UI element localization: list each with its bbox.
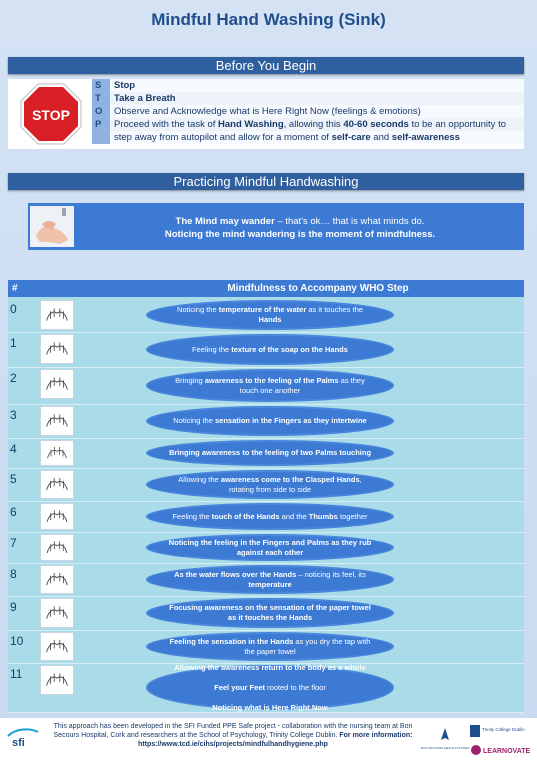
mind-wander-panel <box>28 203 524 250</box>
stop-row <box>92 79 524 92</box>
step-number: 6 <box>10 505 17 519</box>
mind-line2-strong: Noticing the mind wandering <box>164 229 296 240</box>
step-text: As the water flows over the Hands – noticing its feel, its temperature <box>174 569 366 589</box>
mind-line2-rest: is the moment of mindfulness. <box>295 229 436 240</box>
step-row <box>8 468 524 501</box>
step-number: 8 <box>10 567 17 581</box>
step-text: Bringing awareness to the feeling of two Palms touching <box>168 448 372 457</box>
who-step-hands-icon <box>40 334 74 364</box>
who-step-hands-icon <box>40 665 74 695</box>
step-mindfulness-cloud <box>148 536 392 559</box>
step-text: Noticing the feeling in the Fingers and Palms as they rub against each other <box>168 537 372 557</box>
who-step-hands-icon <box>40 300 74 330</box>
step-mindfulness-cloud <box>148 567 392 592</box>
stop-row-text: Proceed with the task of Hand Washing, allowing this 40-60 seconds to be an opportunity to <box>110 118 524 131</box>
stop-letter: T <box>92 92 110 105</box>
sfi-logo <box>6 726 40 750</box>
learnovate-logo-text: LEARNOVATE <box>483 748 531 755</box>
stop-row <box>92 92 524 105</box>
mind-line1-rest: – that's ok… that is what minds do. <box>274 216 425 227</box>
step-number: 7 <box>10 536 17 550</box>
who-step-hands-icon <box>40 406 74 436</box>
who-step-hands-icon <box>40 503 74 530</box>
step-text: Noticing the temperature of the water as it touches the Hands <box>177 305 363 324</box>
stop-sign-label: STOP <box>32 107 70 123</box>
stop-row <box>92 105 524 118</box>
bon-secours-logo <box>421 726 469 752</box>
step-mindfulness-cloud <box>148 600 392 626</box>
step-number: 2 <box>10 371 17 385</box>
stop-row-text: Take a Breath <box>110 92 524 105</box>
step-text: Focusing awareness on the sensation of the paper towel as it touches the Hands <box>169 603 371 622</box>
step-text: Feeling the texture of the soap on the Hands <box>192 344 348 354</box>
step-mindfulness-cloud <box>148 371 392 400</box>
step-row <box>8 501 524 532</box>
page-title: Mindful Hand Washing (Sink) <box>151 10 386 29</box>
who-step-hands-icon <box>40 565 74 594</box>
stop-row-text: step away from autopilot and allow for a moment of self-care and self-awareness <box>110 131 524 144</box>
step-row <box>8 298 524 332</box>
step-row <box>8 404 524 438</box>
bon-secours-logo-text: BON SECOURS HEALTH SYSTEM <box>421 746 469 750</box>
steps-table-header <box>8 280 524 297</box>
who-step-hands-icon <box>40 369 74 399</box>
mind-line1-strong: The Mind may wander <box>175 216 275 227</box>
who-step-hands-icon <box>40 632 74 661</box>
step-number: 9 <box>10 600 17 614</box>
step-row <box>8 596 524 630</box>
step-number: 4 <box>10 442 17 456</box>
section-band-practicing: Practicing Mindful Handwashing <box>8 173 524 190</box>
step-row <box>8 438 524 468</box>
step-text: Feeling the sensation in the Hands as you dry the tap with the paper towel <box>169 636 371 656</box>
step-number: 1 <box>10 336 17 350</box>
step-text: Allowing the awareness return to the body as a whole Feel your Feet rooted to the floor Noticing what is Here Right Now <box>174 662 366 712</box>
step-mindfulness-cloud <box>148 408 392 434</box>
step-text: Feeling the touch of the Hands and the Thumbs together <box>172 511 368 521</box>
who-step-hands-icon <box>40 470 74 499</box>
sfi-logo-text: sfi <box>12 737 25 749</box>
stop-sign-icon <box>20 83 82 145</box>
step-mindfulness-cloud <box>148 505 392 528</box>
stop-row-text: Observe and Acknowledge what is Here Right Now (feelings & emotions) <box>110 105 524 118</box>
stop-acronym-list <box>92 79 524 144</box>
step-number: 10 <box>10 634 24 648</box>
stop-letter: S <box>92 79 110 92</box>
step-text: Noticing the sensation in the Fingers as they intertwine <box>173 416 367 425</box>
step-row <box>8 563 524 596</box>
footer <box>0 718 537 763</box>
section-band-before: Before You Begin <box>8 57 524 74</box>
header-title: Mindfulness to Accompany WHO Step <box>227 283 409 294</box>
step-number: 3 <box>10 408 17 422</box>
step-mindfulness-cloud <box>148 472 392 497</box>
stop-row-text: Stop <box>110 79 524 92</box>
stop-letter: O <box>92 105 110 118</box>
who-step-hands-icon <box>40 440 74 466</box>
step-mindfulness-cloud <box>148 302 392 328</box>
step-row <box>8 532 524 563</box>
learnovate-logo <box>470 742 532 758</box>
header-number: # <box>12 283 18 294</box>
washing-hands-photo-icon <box>30 206 74 247</box>
who-step-hands-icon <box>40 598 74 628</box>
stop-row <box>92 131 524 144</box>
steps-table <box>8 280 524 712</box>
trinity-college-logo-text: Trinity College Dublin <box>482 727 525 732</box>
step-row <box>8 630 524 663</box>
step-row <box>8 332 524 367</box>
mind-wander-text <box>80 215 520 241</box>
stop-panel <box>8 79 524 149</box>
step-mindfulness-cloud <box>148 634 392 659</box>
who-step-hands-icon <box>40 534 74 561</box>
trinity-college-logo <box>470 724 532 738</box>
step-mindfulness-cloud <box>148 662 392 712</box>
stop-letter: P <box>92 118 110 131</box>
step-number: 5 <box>10 472 17 486</box>
stop-letter <box>92 131 110 144</box>
step-row <box>8 663 524 712</box>
step-number: 0 <box>10 302 17 316</box>
step-text: Allowing the awareness come to the Clasped Hands, rotating from side to side <box>178 474 362 494</box>
step-mindfulness-cloud <box>148 336 392 363</box>
step-text: Bringing awareness to the feeling of the Palms as they touch one another <box>175 375 365 395</box>
row-divider <box>8 712 524 713</box>
step-row <box>8 367 524 404</box>
step-mindfulness-cloud <box>148 442 392 464</box>
stop-row <box>92 118 524 131</box>
footer-text: This approach has been developed in the SFI Funded PPE Safe project - collaboration with the nursing team at Bon Secours Hospital, Cork and researchers at the School of Psychology, Trinity College Dublin. For more information: https://www.tcd.ie/cihs/projects/mindfulhandhygiene.php <box>53 723 413 748</box>
step-number: 11 <box>10 667 23 681</box>
